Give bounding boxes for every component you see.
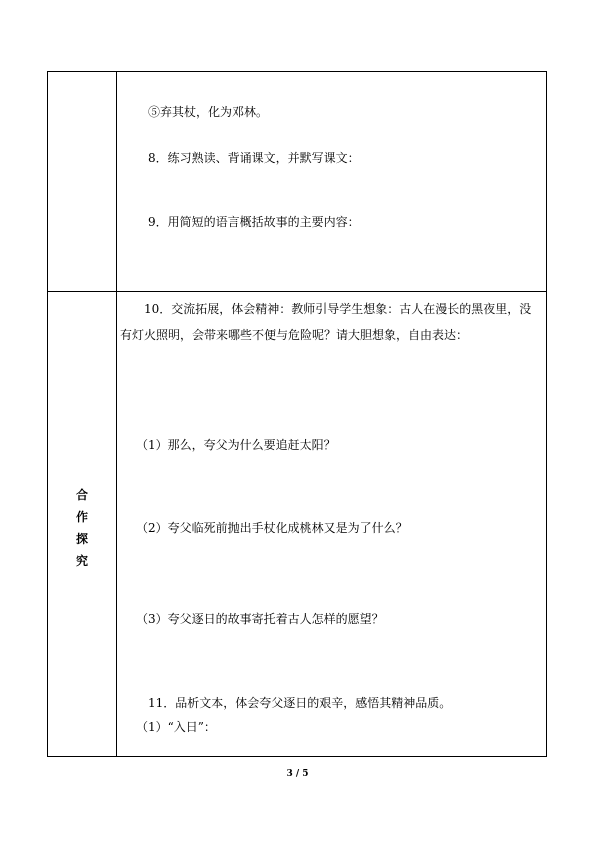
section-label-char: 合 bbox=[75, 488, 88, 502]
question-10-text: 10．交流拓展，体会精神：教师引导学生想象：古人在漫长的黑夜里，没有灯火照明，会带来哪些不便与危险呢？请大胆想象，自由表达： bbox=[120, 302, 532, 342]
question-10-2-text: （2）夸父临死前抛出手杖化成桃林又是为了什么？ bbox=[136, 521, 408, 535]
item-5-text: ⑤弃其杖，化为邓林。 bbox=[148, 105, 269, 119]
page-number: 3 / 5 bbox=[286, 769, 309, 779]
question-10-1-text: （1）那么，夸父为什么要追赶太阳？ bbox=[136, 438, 336, 452]
section-label-char: 究 bbox=[75, 554, 88, 568]
column-divider bbox=[116, 72, 117, 756]
question-11-1-text: （1）“入日”： bbox=[136, 720, 216, 734]
question-10-3-text: （3）夸父逐日的故事寄托着古人怎样的愿望？ bbox=[136, 612, 384, 626]
section-label-cooperative-inquiry bbox=[48, 484, 116, 572]
section-label-char: 探 bbox=[75, 532, 88, 546]
question-8-text: 8．练习熟读、背诵课文，并默写课文： bbox=[148, 151, 360, 165]
section-label-char: 作 bbox=[75, 510, 88, 524]
worksheet-table bbox=[47, 71, 547, 757]
question-11-text: 11．品析文本，体会夸父逐日的艰辛，感悟其精神品质。 bbox=[148, 696, 452, 710]
row-divider bbox=[48, 291, 546, 292]
question-9-text: 9．用简短的语言概括故事的主要内容： bbox=[148, 215, 360, 229]
